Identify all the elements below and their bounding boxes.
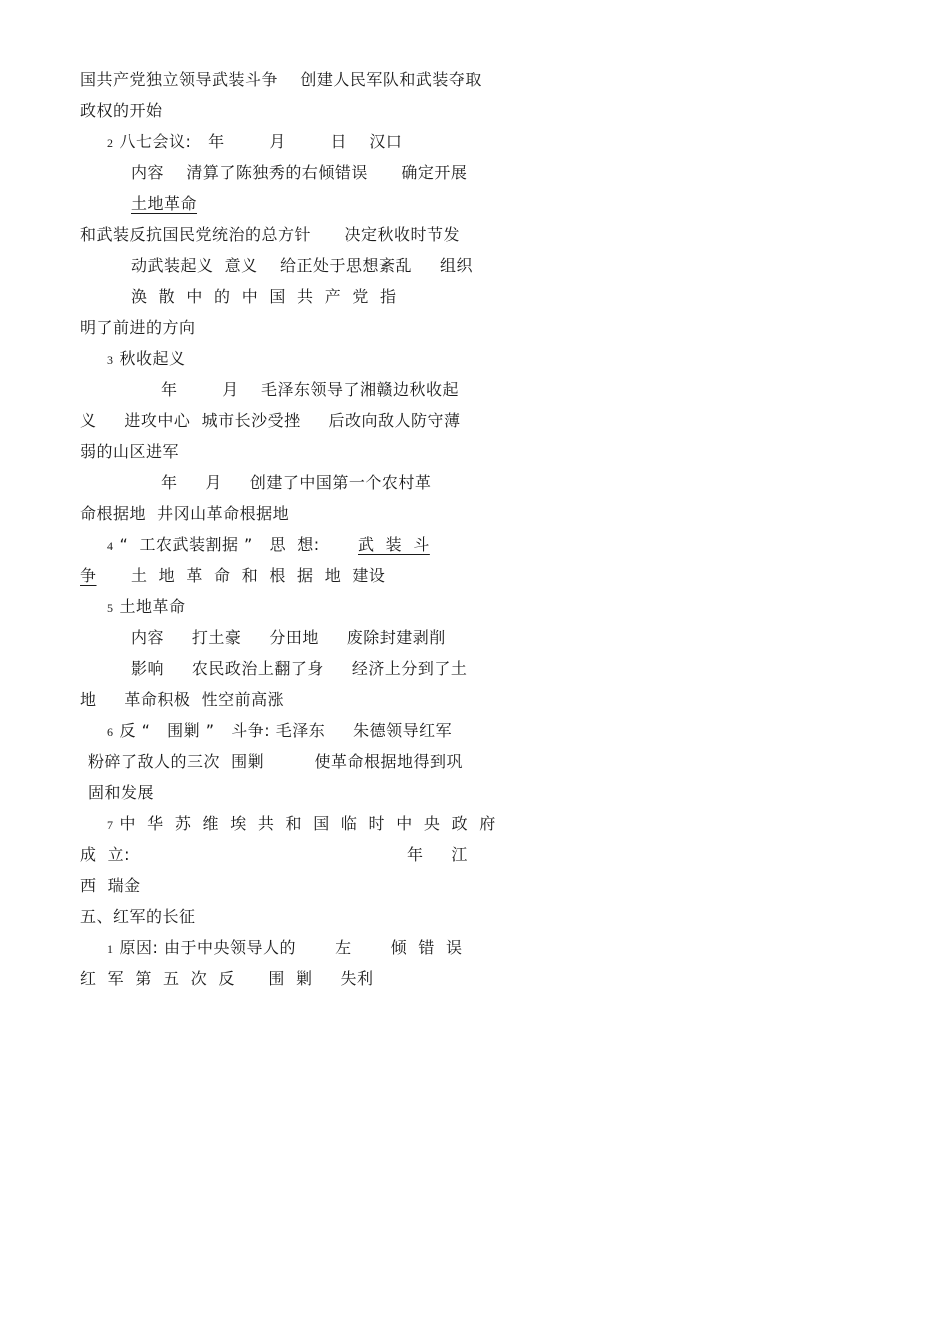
text-line: 年 江 bbox=[407, 845, 468, 864]
text-line: 红 军 第 五 次 反 围 剿 失利 bbox=[80, 969, 374, 988]
numbered-item-7: 7 中 华 苏 维 埃 共 和 国 临 时 中 央 政 府 bbox=[107, 814, 496, 833]
text-line: 内容 清算了陈独秀的右倾错误 确定开展 bbox=[131, 163, 468, 182]
numbered-item-6: 6 反 “ 围剿 ” 斗争: 毛泽东 朱德领导红军 bbox=[107, 721, 453, 740]
text-line: 义 进攻中心 城市长沙受挫 后改向敌人防守薄 bbox=[80, 411, 461, 430]
text-line: 明了前进的方向 bbox=[80, 318, 196, 337]
text-line: 影响 农民政治上翻了身 经济上分到了土 bbox=[131, 659, 468, 678]
item-number: 7 bbox=[107, 818, 114, 832]
text-line: 命根据地 井冈山革命根据地 bbox=[80, 504, 290, 523]
item-number: 3 bbox=[107, 353, 114, 367]
item-number: 2 bbox=[107, 136, 114, 150]
text-line: 弱的山区进军 bbox=[80, 442, 180, 461]
item-number: 4 bbox=[107, 539, 114, 553]
text-line: 地 革命积极 性空前高涨 bbox=[80, 690, 285, 709]
item-number: 1 bbox=[107, 942, 114, 956]
text-line: 政权的开始 bbox=[80, 101, 163, 120]
underlined-term: 土地革命 bbox=[131, 194, 198, 213]
text-line: 内容 打土豪 分田地 废除封建剥削 bbox=[131, 628, 446, 647]
text-line: 粉碎了敌人的三次 围剿 使革命根据地得到巩 bbox=[88, 752, 463, 771]
section-heading: 五、红军的长征 bbox=[80, 907, 196, 926]
item-number: 5 bbox=[107, 601, 114, 615]
text-line: 动武装起义 意义 给正处于思想紊乱 组织 bbox=[131, 256, 473, 275]
text-line: 国共产党独立领导武装斗争 创建人民军队和武装夺取 bbox=[80, 70, 482, 89]
text-line: 和武装反抗国民党统治的总方针 决定秋收时节发 bbox=[80, 225, 461, 244]
text-line: 年 月 创建了中国第一个农村革 bbox=[161, 473, 432, 492]
numbered-item-1: 1 原因: 由于中央领导人的 左 倾 错 误 bbox=[107, 938, 463, 957]
underlined-term: 武 装 斗 bbox=[358, 535, 430, 554]
text-line: 年 月 毛泽东领导了湘赣边秋收起 bbox=[161, 380, 460, 399]
text-line: 成 立: bbox=[80, 845, 131, 864]
item-number: 6 bbox=[107, 725, 114, 739]
text-line: 西 瑞金 bbox=[80, 876, 141, 895]
text-line: 土 地 革 命 和 根 据 地 建设 bbox=[131, 566, 386, 585]
numbered-item-4: 4 “ 工农武装割据 ” 思 想: bbox=[107, 535, 320, 554]
numbered-item-3: 3 秋收起义 bbox=[107, 349, 186, 368]
text-line: 涣 散 中 的 中 国 共 产 党 指 bbox=[131, 287, 397, 306]
numbered-item-5: 5 土地革命 bbox=[107, 597, 186, 616]
numbered-item-2: 2 八七会议: 年 月 日 汉口 bbox=[107, 132, 403, 151]
text-line: 固和发展 bbox=[88, 783, 155, 802]
underlined-term: 争 bbox=[80, 566, 97, 585]
